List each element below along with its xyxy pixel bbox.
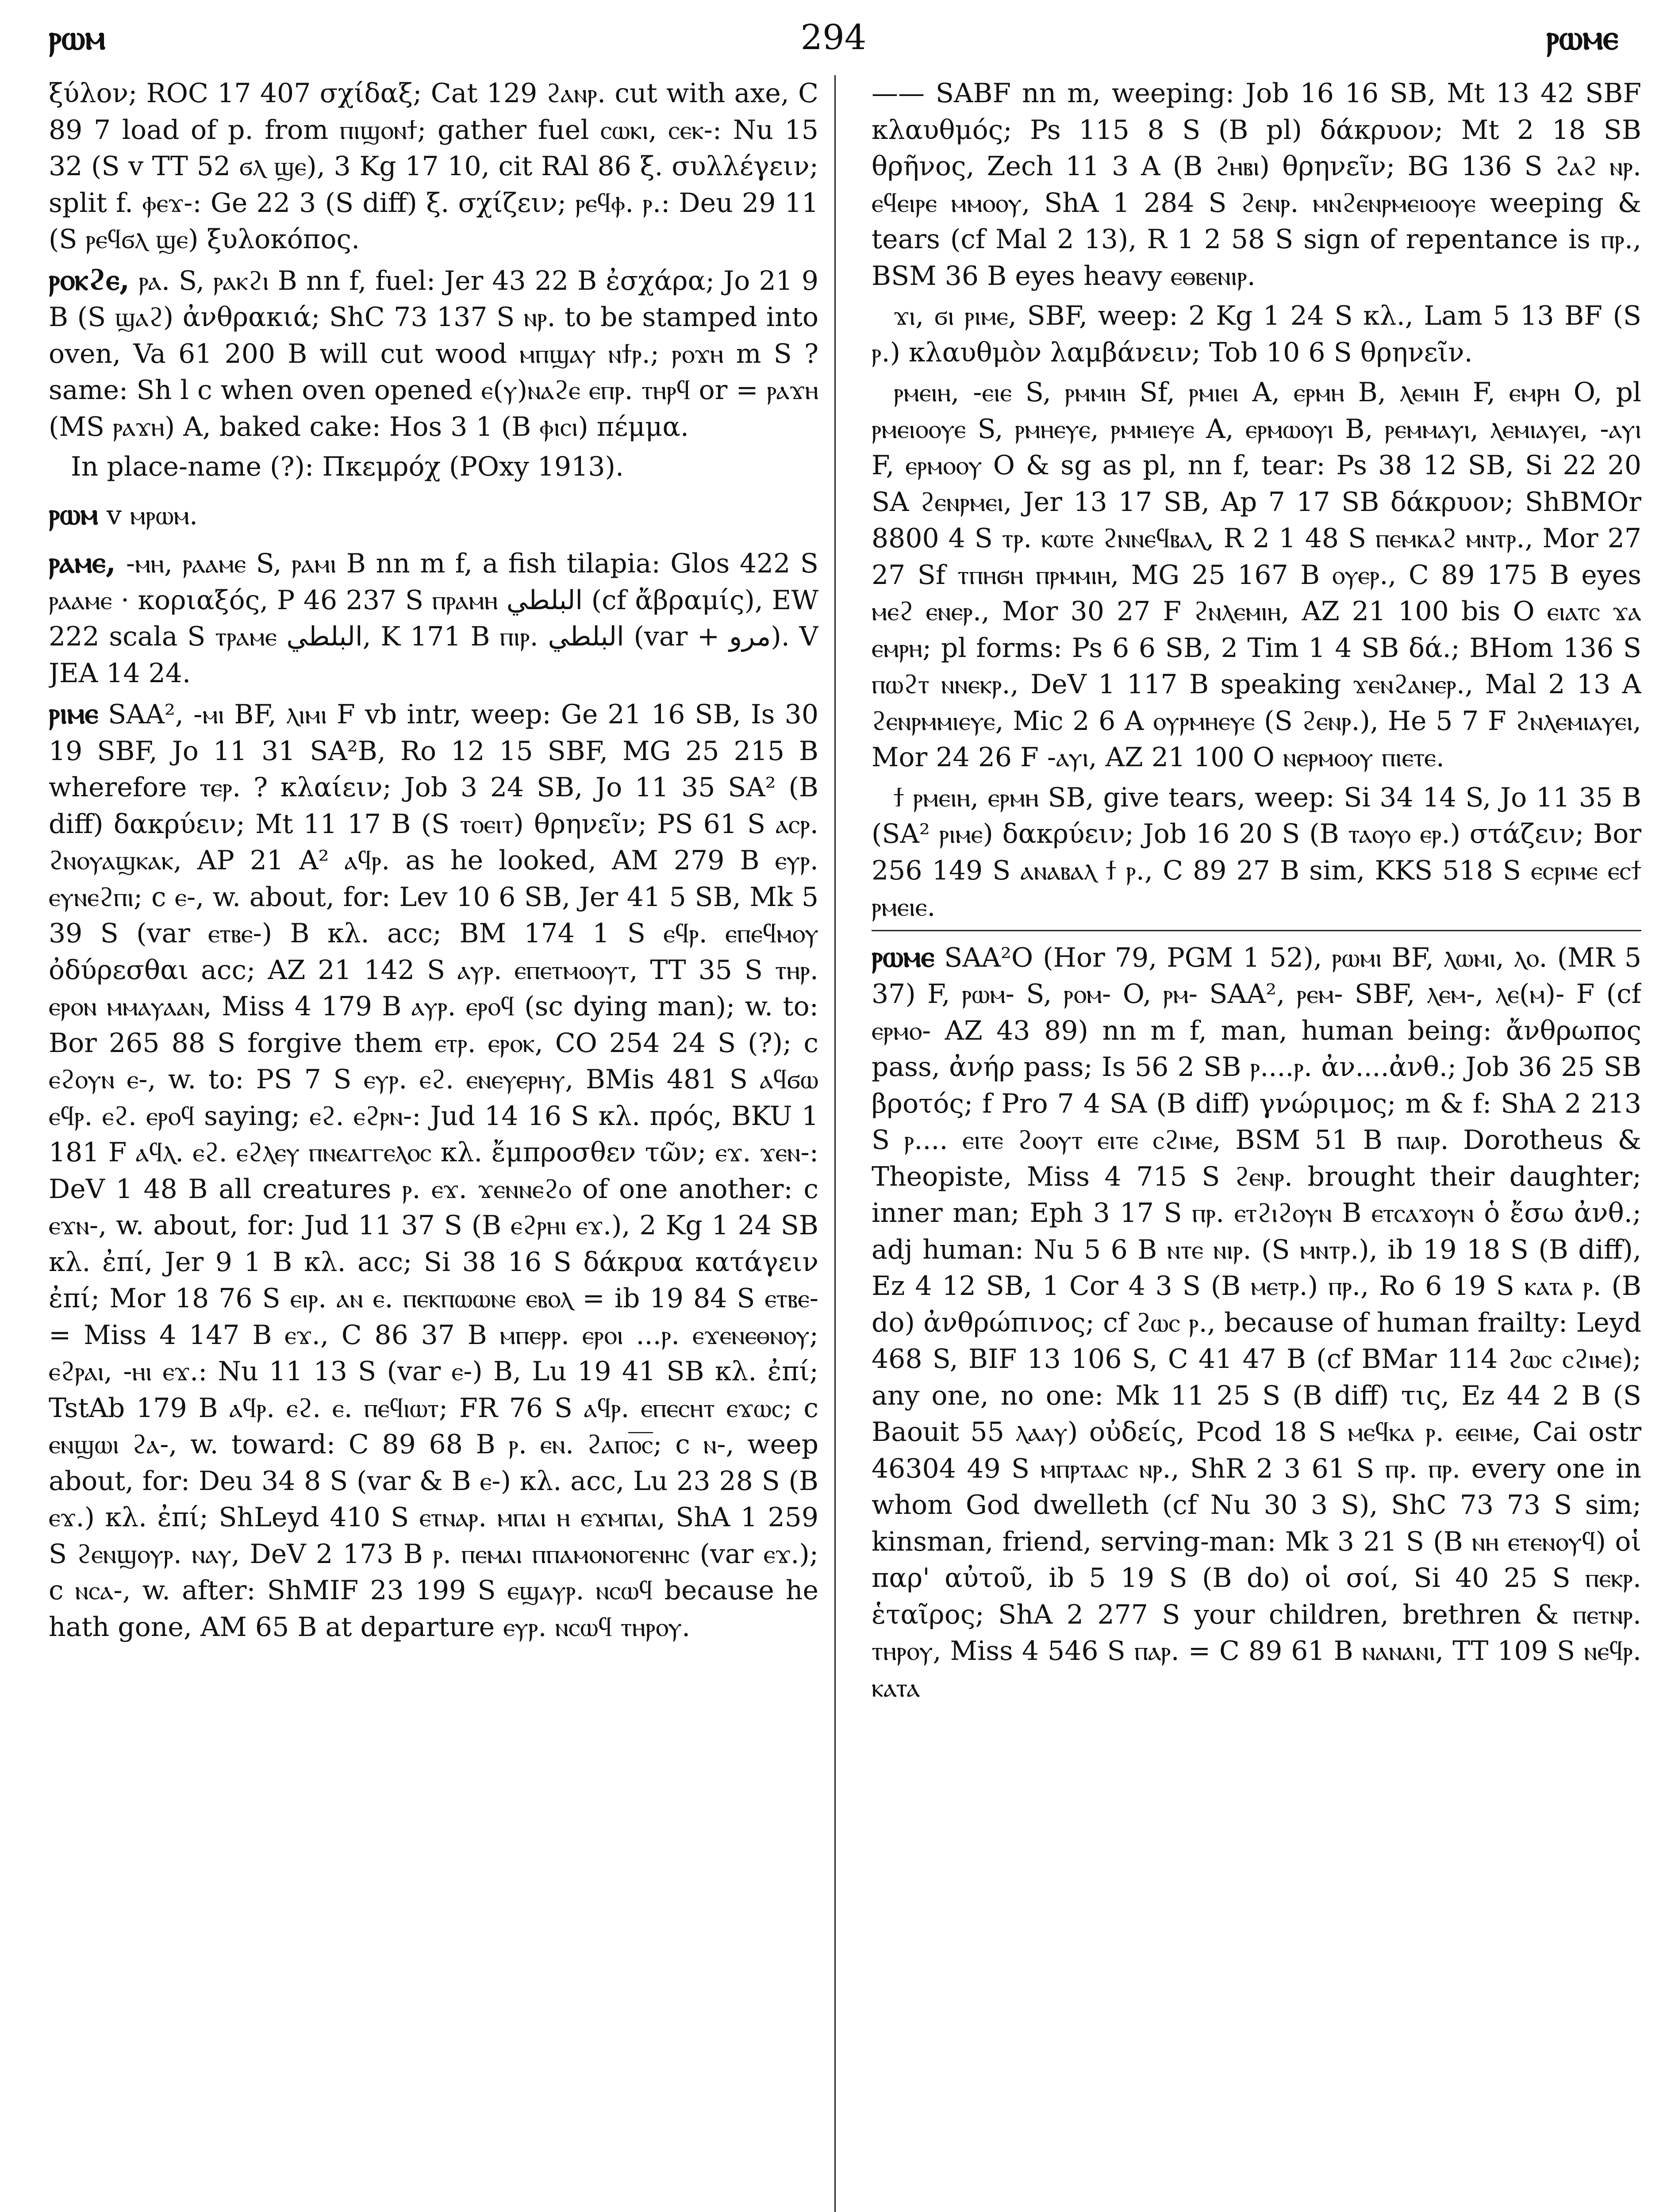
entry-headword: ⲣⲱⲙ: [49, 496, 98, 532]
page-header: [49, 13, 1618, 71]
header-left-headword: ⲣⲱⲙ: [49, 17, 106, 58]
entry-text: ⲣⲁ. S, ⲣⲁⲕϩⲓ B nn f, fuel: Jer 43 22 B ἐσχάρα; Jo 21 9 B (S ϣⲁϩ) ἀνθρακιά; ShC 73 137 S ⲛⲣ. to be stamped into oven, Va 61 200 B will cut wood ⲙⲡϣⲁⲩ ⲛϯⲣ.; ⲣⲟϫⲏ m S ? same: Sh l c when oven opened ⲉ(ⲩ)ⲛⲁϩⲉ ⲉⲡⲣ. ⲧⲏⲣϥ or = ⲣⲁϫⲏ (MS ⲣⲁϫⲏ) A, baked cake: Hos 3 1 (B ⲫⲓⲥⲓ) πέμμα.: [49, 265, 818, 442]
column-divider: [834, 75, 836, 2212]
dictionary-entry: [49, 75, 818, 258]
entry-text: ⲣⲙⲉⲓⲏ, -ⲉⲓⲉ S, ⲣⲙⲙⲓⲏ Sf, ⲣⲙⲓⲉⲓ A, ⲉⲣⲙⲏ B, ⲗⲉⲙⲓⲏ F, ⲉⲙⲣⲏ O, pl ⲣⲙⲉⲓⲟⲟⲩⲉ S, ⲣⲙⲏⲉⲩⲉ, ⲣⲙⲙⲓⲉⲩⲉ A, ⲉⲣⲙⲱⲟⲩⲓ B, ⲣⲉⲙⲙⲁⲩⲓ, ⲗⲉⲙⲓⲁⲩⲉⲓ, -ⲁⲩⲓ F, ⲉⲣⲙⲟⲟⲩ O & sg as pl, nn f, tear: Ps 38 12 SB, Si 22 20 SA ϩⲉⲛⲣⲙⲉⲓ, Jer 13 17 SB, Ap 7 17 SB δάκρυον; ShBMOr 8800 4 S ⲧⲣ. ⲕⲱⲧⲉ ϩⲛⲛⲉϥⲃⲁⲗ, R 2 1 48 S ⲡⲉⲙⲕⲁϩ ⲙⲛⲧⲣ., Mor 27 27 Sf ⲧⲡⲏϭⲏ ⲡⲣⲙⲙⲓⲏ, MG 25 167 B ⲟⲩⲉⲣ., C 89 175 B eyes ⲙⲉϩ ⲉⲛⲉⲣ., Mor 30 27 F ϩⲛⲗⲉⲙⲓⲏ, AZ 21 100 bis O ⲉⲓⲁⲧⲥ ϫⲁ ⲉⲙⲣⲏ; pl forms: Ps 6 6 SB, 2 Tim 1 4 SB δά.; BHom 136 S ⲡⲱϩⲧ ⲛⲛⲉⲕⲣ., DeV 1 117 B speaking ϫⲉⲛϩⲁⲛⲉⲣ., Mal 2 13 A ϩⲉⲛⲣⲙⲙⲓⲉⲩⲉ, Mic 2 6 A ⲟⲩⲣⲙⲏⲉⲩⲉ (S ϩⲉⲛⲣ.), He 5 7 F ϩⲛⲗⲉⲙⲓⲁⲩⲉⲓ, Mor 24 26 F -ⲁⲩⲓ, AZ 21 100 O ⲛⲉⲣⲙⲟⲟⲩ ⲡⲓⲉⲧⲉ.: [872, 377, 1641, 773]
entry-text: v ⲙⲣⲱⲙ.: [106, 499, 198, 531]
dictionary-entry: [872, 75, 1641, 294]
entry-text: In place-name (?): Πκεμρόχ (POxy 1913).: [71, 451, 624, 482]
entry-headword: ⲣⲓⲙⲉ: [49, 695, 98, 731]
dictionary-entry: [872, 938, 1641, 1706]
entry-text: -ⲙⲏ, ⲣⲁⲁⲙⲉ S, ⲣⲁⲙⲓ B nn m f, a fish tilapia: Glos 422 S ⲣⲁⲁⲙⲉ · κοριαξός, P 46 237 S ⲡⲣⲁⲙⲏ البلطي (cf ἄβραμίς), EW 222 scala S ⲧⲣⲁⲙⲉ البلطي, K 171 B ⲡⲓⲣ. البلطي (var + مرو). V JEA 14 24.: [49, 548, 818, 689]
dictionary-entry: [49, 695, 818, 1645]
entry-headword: ⲣⲱⲙⲉ: [872, 938, 935, 974]
entry-text: ξύλον; ROC 17 407 σχίδαξ; Cat 129 ϩⲁⲛⲣ. cut with axe, C 89 7 load of p. from ⲡⲓϣⲟⲛϯ; gather fuel ⲥⲱⲕⲓ, ⲥⲉⲕ-: Nu 15 32 (S v TT 52 ϭⲗ ϣⲉ), 3 Kg 17 10, cit RAl 86 ξ. συλλέγειν; split f. ⲫⲉϫ-: Ge 22 3 (S diff) ξ. σχίζειν; ⲣⲉϥⲫ. ⲣ.: Deu 29 11 (S ⲣⲉϥϭⲗ ϣⲉ) ξυλοκόπος.: [49, 78, 818, 255]
dictionary-entry: [872, 298, 1641, 371]
entry-headword: ⲣⲁⲙⲉ,: [49, 545, 116, 580]
entry-headword: ⲣⲟⲕϩⲉ,: [49, 261, 130, 297]
dictionary-entry: [49, 261, 818, 445]
dictionary-entry: [49, 449, 818, 485]
entry-text: SAA², -ⲙⲓ BF, ⲗⲓⲙⲓ F vb intr, weep: Ge 21 16 SB, Is 30 19 SBF, Jo 11 31 SA²B, Ro 12 15 SBF, MG 25 215 B wherefore ⲧⲉⲣ. ? κλαίειν; Job 3 24 SB, Jo 11 35 SA² (B diff) δακρύειν; Mt 11 17 B (S ⲧⲟⲉⲓⲧ) θρηνεῖν; PS 61 S ⲁⲥⲣ. ϩⲛⲟⲩⲁϣⲕⲁⲕ, AP 21 A² ⲁϥⲣ. as he looked, AM 279 B ⲉⲩⲣ. ⲉⲩⲛⲉϩⲡⲓ; c ⲉ-, w. about, for: Lev 10 6 SB, Jer 41 5 SB, Mk 5 39 S (var ⲉⲧⲃⲉ-) B κλ. acc; BM 174 1 S ⲉϥⲣ. ⲉⲡⲉϥⲙⲟⲩ ὀδύρεσθαι acc; AZ 21 142 S ⲁⲩⲣ. ⲉⲡⲉⲧⲙⲟⲟⲩⲧ, TT 35 S ⲧⲏⲣ. ⲉⲣⲟⲛ ⲙⲙⲁⲩⲁⲁⲛ, Miss 4 179 B ⲁⲩⲣ. ⲉⲣⲟϥ (sc dying man); w. to: Bor 265 88 S forgive them ⲉⲧⲣ. ⲉⲣⲟⲕ, CO 254 24 S (?); c ⲉϩⲟⲩⲛ ⲉ-, w. to: PS 7 S ⲉⲩⲣ. ⲉϩ. ⲉⲛⲉⲩⲉⲣⲏⲩ, BMis 481 S ⲁϥϭⲱ ⲉϥⲣ. ⲉϩ. ⲉⲣⲟϥ saying; ⲉϩ. ⲉϩⲣⲛ-: Jud 14 16 S κλ. πρός, BKU 1 181 F ⲁϥⲗ. ⲉϩ. ⲉϩⲗⲉⲩ ⲡⲛⲉⲁⲅⲅⲉⲗⲟⲥ κλ. ἔμπροσθεν τῶν; ⲉϫ. ϫⲉⲛ-: DeV 1 48 B all creatures ⲣ. ⲉϫ. ϫⲉⲛⲛⲉϩⲟ of one another: c ⲉϫⲛ-, w. about, for: Jud 11 37 S (B ⲉϩⲣⲏⲓ ⲉϫ.), 2 Kg 1 24 SB κλ. ἐπί, Jer 9 1 B κλ. acc; Si 38 16 S δάκρυα κατάγειν ἐπί; Mor 18 76 S ⲉⲓⲣ. ⲁⲛ ⲉ. ⲡⲉⲕⲡⲱⲱⲛⲉ ⲉⲃⲟⲗ = ib 19 84 S ⲉⲧⲃⲉ- = Miss 4 147 B ⲉϫ., C 86 37 B ⲙⲡⲉⲣⲣ. ⲉⲣⲟⲓ ...ⲣ. ⲉϫⲉⲛⲉⲑⲛⲟⲩ; ⲉϩⲣⲁⲓ, -ⲏⲓ ⲉϫ.: Nu 11 13 S (var ⲉ-) B, Lu 19 41 SB κλ. ἐπί; TstAb 179 B ⲁϥⲣ. ⲉϩ. ⲉ. ⲡⲉϥⲓⲱⲧ; FR 76 S ⲁϥⲣ. ⲉⲡⲉⲥⲏⲧ ⲉϫⲱⲥ; c ⲉⲛϣⲱⲓ ϩⲁ-, w. toward: C 89 68 B ⲣ. ⲉⲛ. ϩⲁⲡⲟ̅ⲥ̅; c ⲛ-, weep about, for: Deu 34 8 S (var & B ⲉ-) κλ. acc, Lu 23 28 S (B ⲉϫ.) κλ. ἐπί; ShLeyd 410 S ⲉⲧⲛⲁⲣ. ⲙⲡⲁⲓ ⲏ ⲉϫⲙⲡⲁⲓ, ShA 1 259 S ϩⲉⲛϣⲟⲩⲣ. ⲛⲁⲩ, DeV 2 173 B ⲣ. ⲡⲉⲙⲁⲓ ⲡⲡⲁⲙⲟⲛⲟⲅⲉⲛⲏⲥ (var ⲉϫ.); c ⲛⲥⲁ-, w. after: ShMIF 23 199 S ⲉϣⲁⲩⲣ. ⲛⲥⲱϥ because he hath gone, AM 65 B at departure ⲉⲩⲣ. ⲛⲥⲱϥ ⲧⲏⲣⲟⲩ.: [49, 699, 818, 1643]
entry-separator: [872, 930, 1641, 931]
page-number: 294: [800, 18, 867, 58]
entry-text: ϯ ⲣⲙⲉⲓⲏ, ⲉⲣⲙⲏ SB, give tears, weep: Si 34 14 S, Jo 11 35 B (SA² ⲣⲓⲙⲉ) δακρύειν; Job 16 20 S (B ⲧⲁⲟⲩⲟ ⲉⲣ.) στάζειν; Bor 256 149 S ⲁⲛⲁⲃⲁⲗ ϯ ⲣ., C 89 27 B sim, KKS 518 S ⲉⲥⲣⲓⲙⲉ ⲉⲥϯ ⲣⲙⲉⲓⲉ.: [872, 782, 1641, 922]
cross-reference: [49, 496, 818, 534]
entry-text: —— SABF nn m, weeping: Job 16 16 SB, Mt 13 42 SBF κλαυθμός; Ps 115 8 S (B pl) δάκρυον; Mt 2 18 SB θρῆνος, Zech 11 3 A (B ϩⲏⲃⲓ) θρηνεῖν; BG 136 S ϩⲁϩ ⲛⲣ. ⲉϥⲉⲓⲣⲉ ⲙⲙⲟⲟⲩ, ShA 1 284 S ϩⲉⲛⲣ. ⲙⲛϩⲉⲛⲣⲙⲉⲓⲟⲟⲩⲉ weeping & tears (cf Mal 2 13), R 1 2 58 S sign of repentance is ⲡⲣ., BSM 36 B eyes heavy ⲉⲑⲃⲉⲛⲓⲣ.: [872, 78, 1641, 292]
dictionary-entry: [872, 780, 1641, 926]
dictionary-entry: [872, 374, 1641, 776]
left-column: [49, 75, 818, 2212]
entry-text: ϫⲓ, ϭⲓ ⲣⲓⲙⲉ, SBF, weep: 2 Kg 1 24 S κλ., Lam 5 13 BF (S ⲣ.) κλαυθμὸν λαμβάνειν; Tob 10 6 S θρηνεῖν.: [872, 300, 1641, 368]
entry-text: SAA²O (Hor 79, PGM 1 52), ⲣⲱⲙⲓ BF, ⲗⲱⲙⲓ, ⲗⲟ. (MR 5 37) F, ⲣⲱⲙ- S, ⲣⲟⲙ- O, ⲣⲙ- SAA², ⲣⲉⲙ- SBF, ⲗⲉⲙ-, ⲗⲉ(ⲙ)- F (cf ⲉⲣⲙⲟ- AZ 43 89) nn m f, man, human being: ἄνθρωπος pass, ἀνήρ pass; Is 56 2 SB ⲣ....ⲣ. ἀν....ἀνθ.; Job 36 25 SB βροτός; f Pro 7 4 SA (B diff) γνώριμος; m & f: ShA 2 213 S ⲣ.... ⲉⲓⲧⲉ ϩⲟⲟⲩⲧ ⲉⲓⲧⲉ ⲥϩⲓⲙⲉ, BSM 51 B ⲡⲁⲓⲣ. Dorotheus & Theopiste, Miss 4 715 S ϩⲉⲛⲣ. brought their daughter; inner man; Eph 3 17 S ⲡⲣ. ⲉⲧϩⲓϩⲟⲩⲛ B ⲉⲧⲥⲁϫⲟⲩⲛ ὁ ἔσω ἀνθ.; adj human: Nu 5 6 B ⲛⲧⲉ ⲛⲓⲣ. (S ⲙⲛⲧⲣ.), ib 19 18 S (B diff), Ez 4 12 SB, 1 Cor 4 3 S (B ⲙⲉⲧⲣ.) ⲡⲣ., Ro 6 19 S ⲕⲁⲧⲁ ⲣ. (B do) ἀνθρώπινος; cf ϩⲱⲥ ⲣ., because of human frailty: Leyd 468 S, BIF 13 106 S, C 41 47 B (cf BMar 114 ϩⲱⲥ ⲥϩⲓⲙⲉ); any one, no one: Mk 11 25 S (B diff) τις, Ez 44 2 B (S Baouit 55 ⲗⲁⲁⲩ) οὐδείς, Pcod 18 S ⲙⲉϥⲕⲁ ⲣ. ⲉⲉⲓⲙⲉ, Cai ostr 46304 49 S ⲙⲡⲣⲧⲁⲁⲥ ⲛⲣ., ShR 2 3 61 S ⲡⲣ. ⲡⲣ. every one in whom God dwelleth (cf Nu 30 3 S), ShC 73 73 S sim; kinsman, friend, serving-man: Mk 3 21 S (B ⲛⲏ ⲉⲧⲉⲛⲟⲩϥ) οἱ παρ' αὐτοῦ, ib 5 19 S (B do) οἱ σοί, Si 40 25 S ⲡⲉⲕⲣ. ἑταῖρος; ShA 2 277 S your children, brethren & ⲡⲉⲧⲛⲣ. ⲧⲏⲣⲟⲩ, Miss 4 546 S ⲡⲁⲣ. = C 89 61 B ⲛⲁⲛⲁⲛⲓ, TT 109 S ⲛⲉϥⲣ. ⲕⲁⲧⲁ: [872, 942, 1641, 1703]
header-right-headword: ⲣⲱⲙⲉ: [1546, 17, 1618, 58]
right-column: [872, 75, 1641, 2212]
dictionary-entry: [49, 544, 818, 691]
